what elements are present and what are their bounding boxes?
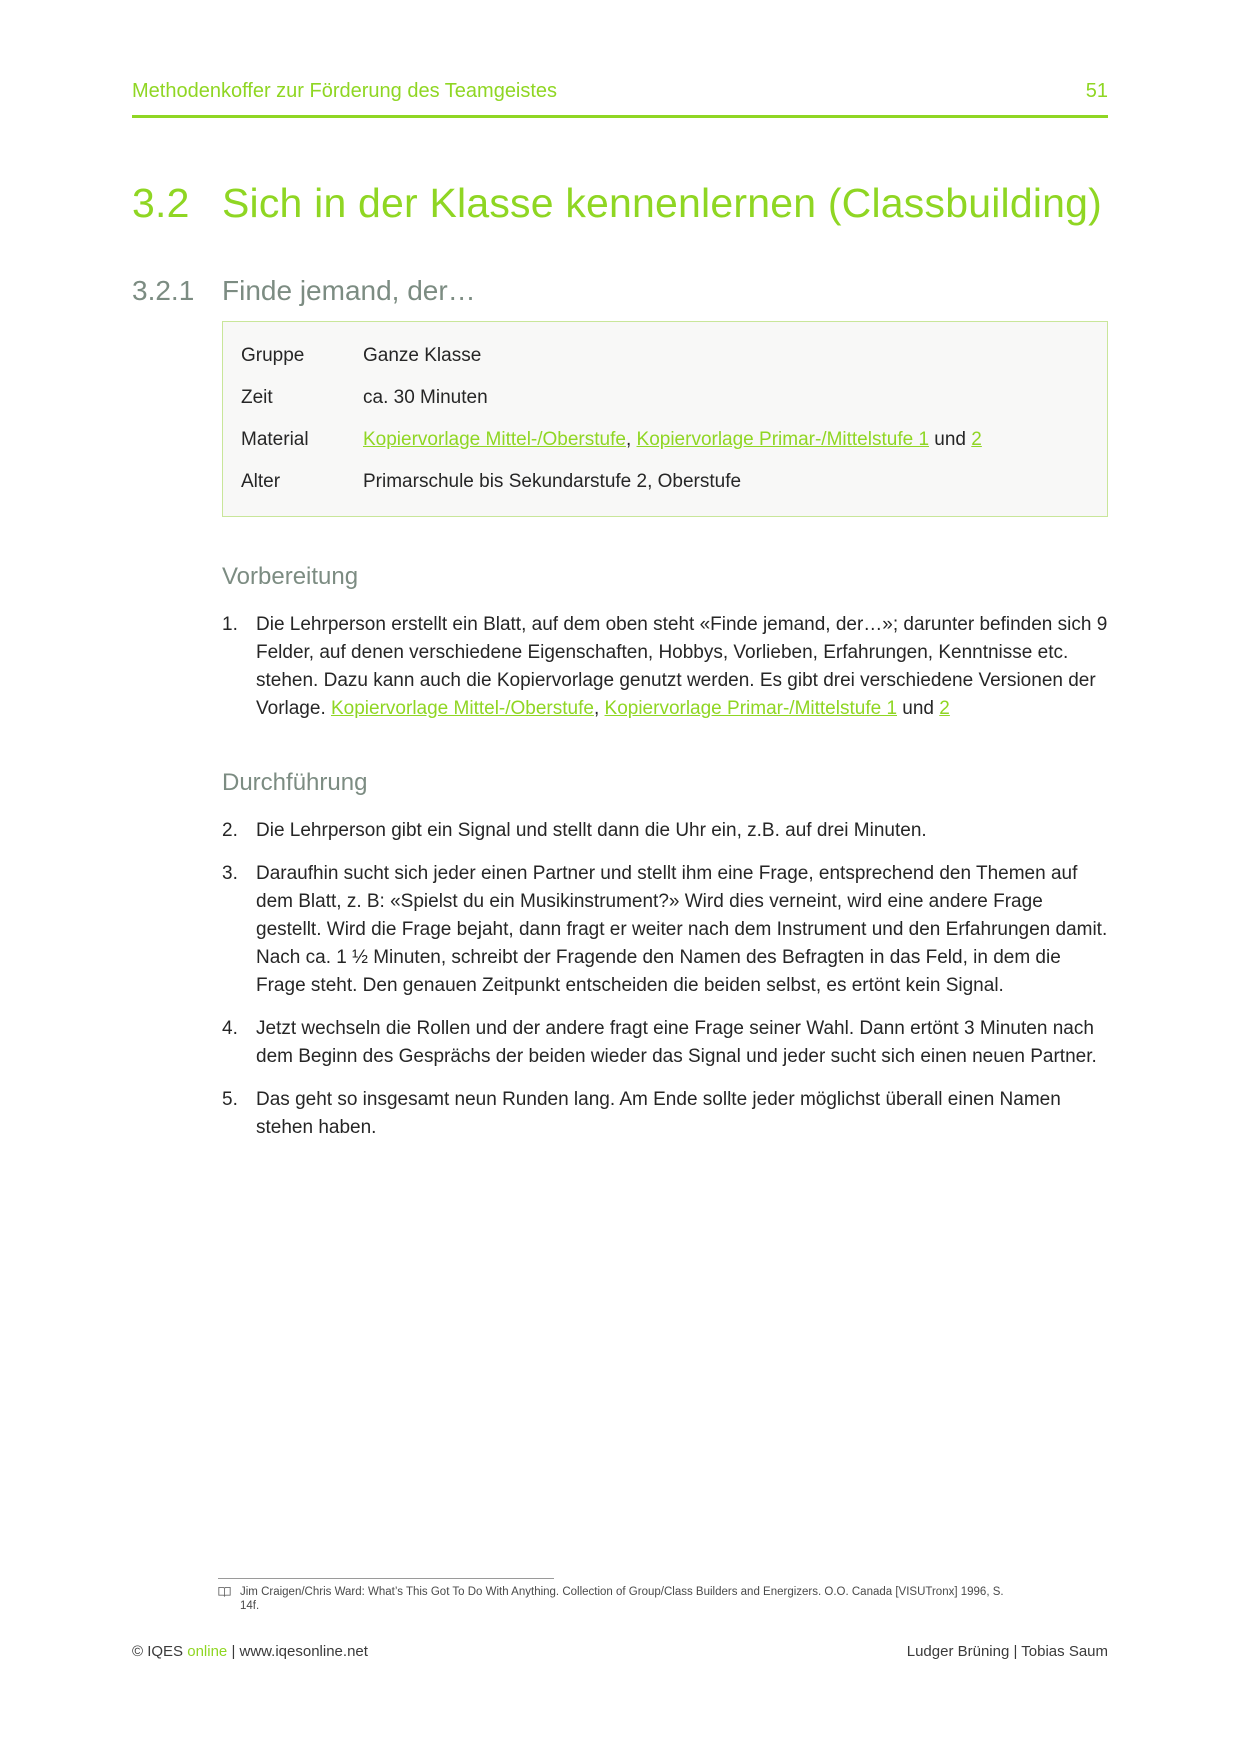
- list-item-number: 2.: [222, 820, 238, 841]
- heading-vorbereitung: Vorbereitung: [222, 563, 359, 590]
- info-row-alter: [241, 461, 1089, 503]
- running-header-title: Methodenkoffer zur Förderung des Teamgeistes: [132, 80, 558, 102]
- chapter-title-text: Sich in der Klasse kennenlernen (Classbuilding): [222, 180, 1102, 226]
- list-item-4: [222, 1015, 1108, 1071]
- info-row-zeit: [241, 377, 1089, 419]
- footer-authors: Ludger Brüning | Tobias Saum: [906, 1643, 1108, 1660]
- list-item-text: Die Lehrperson gibt ein Signal und stellt dann die Uhr ein, z.B. auf drei Minuten.: [256, 820, 927, 841]
- info-table: [222, 321, 1108, 517]
- list-item-text: [256, 611, 1108, 723]
- section-number: 3.2.1: [132, 275, 195, 306]
- footer-url: | www.iqesonline.net: [227, 1643, 368, 1660]
- chapter-title: [132, 180, 1108, 227]
- info-value: [363, 428, 1089, 452]
- footnote-rule: [218, 1578, 554, 1579]
- footer-copyright: © IQES: [132, 1643, 188, 1660]
- info-value: Primarschule bis Sekundarstufe 2, Oberstufe: [363, 471, 742, 492]
- paragraph-text: Die Lehrperson erstellt ein Blatt, auf dem oben steht «Finde jemand, der…»; darunter befinden sich 9 Felder, auf denen verschiedene Eigenschaften, Hobbys, Vorlieben, Erfahrungen, Kenntnisse etc. stehen. Dazu kann auch die Kopiervorlage genutzt werden. Es gibt drei verschiedene Versionen der Vorlage.: [256, 614, 1108, 719]
- footer-left: [132, 1643, 368, 1660]
- page-number: 51: [1085, 80, 1108, 102]
- separator-text: ,: [625, 429, 637, 450]
- info-label: Zeit: [241, 387, 273, 408]
- list-item-number: 1.: [222, 614, 238, 635]
- link-kopiervorlage-primar-mittelstufe-1[interactable]: Kopiervorlage Primar-/Mittelstufe 1: [636, 429, 930, 450]
- separator-text: und: [929, 429, 972, 450]
- info-value: Ganze Klasse: [363, 345, 482, 366]
- heading-durchfuehrung: Durchführung: [222, 769, 368, 796]
- footer-brand-online: online: [187, 1643, 228, 1660]
- separator-text: ,: [593, 698, 605, 719]
- running-header: [132, 0, 1108, 103]
- section-subtitle: [132, 275, 1108, 307]
- info-label: Alter: [241, 471, 281, 492]
- list-item-text: Daraufhin sucht sich jeder einen Partner und stellt ihm eine Frage, entsprechend den Themen auf dem Blatt, z. B: «Spielst du ein Musikinstrument?» Wird dies verneint, wird eine andere Frage gestellt. Wird die Frage bejaht, dann fragt er weiter nach dem Instrument und den Erfahrungen damit. Nach ca. 1 ½ Minuten, schreibt der Fragende den Namen des Befragten in das Feld, in dem die Frage steht. Den genauen Zeitpunkt entscheiden die beiden selbst, es ertönt kein Signal.: [256, 863, 1108, 996]
- info-row-gruppe: [241, 335, 1089, 377]
- list-item-3: [222, 860, 1108, 1000]
- link-kopiervorlage-2[interactable]: 2: [971, 429, 982, 450]
- list-item-2: [222, 817, 1108, 845]
- header-rule: [132, 115, 1108, 118]
- list-item-text: Jetzt wechseln die Rollen und der andere fragt eine Frage seiner Wahl. Dann ertönt 3 Minuten nach dem Beginn des Gesprächs der beiden wieder das Signal und jeder sucht sich einen neuen Partner.: [256, 1018, 1097, 1067]
- chapter-number: 3.2: [132, 180, 190, 226]
- info-label: Gruppe: [241, 345, 305, 366]
- link-kopiervorlage-2[interactable]: 2: [939, 698, 950, 719]
- list-item-number: 4.: [222, 1018, 238, 1039]
- list-item-5: [222, 1086, 1108, 1142]
- link-kopiervorlage-mittel-oberstufe[interactable]: Kopiervorlage Mittel-/Oberstufe: [331, 698, 594, 719]
- book-icon: [218, 1586, 231, 1601]
- separator-text: und: [897, 698, 940, 719]
- link-kopiervorlage-mittel-oberstufe[interactable]: Kopiervorlage Mittel-/Oberstufe: [363, 429, 626, 450]
- info-value: ca. 30 Minuten: [363, 387, 488, 408]
- list-item-number: 3.: [222, 863, 238, 884]
- footnote-text: Jim Craigen/Chris Ward: What’s This Got To Do With Anything. Collection of Group/Class Builders and Energizers. O.O. Canada [VISUTronx] 1996, S. 14f.: [240, 1586, 1004, 1612]
- list-item-number: 5.: [222, 1089, 238, 1110]
- info-label: Material: [241, 429, 309, 450]
- page-footer: [132, 1643, 1108, 1660]
- link-kopiervorlage-primar-mittelstufe-1[interactable]: Kopiervorlage Primar-/Mittelstufe 1: [604, 698, 898, 719]
- list-item-text: Das geht so insgesamt neun Runden lang. Am Ende sollte jeder möglichst überall einen Namen stehen haben.: [256, 1089, 1061, 1138]
- section-subtitle-text: Finde jemand, der…: [222, 275, 476, 306]
- info-row-material: [241, 419, 1089, 461]
- list-item-1: [222, 611, 1108, 723]
- footnote: [218, 1578, 1008, 1613]
